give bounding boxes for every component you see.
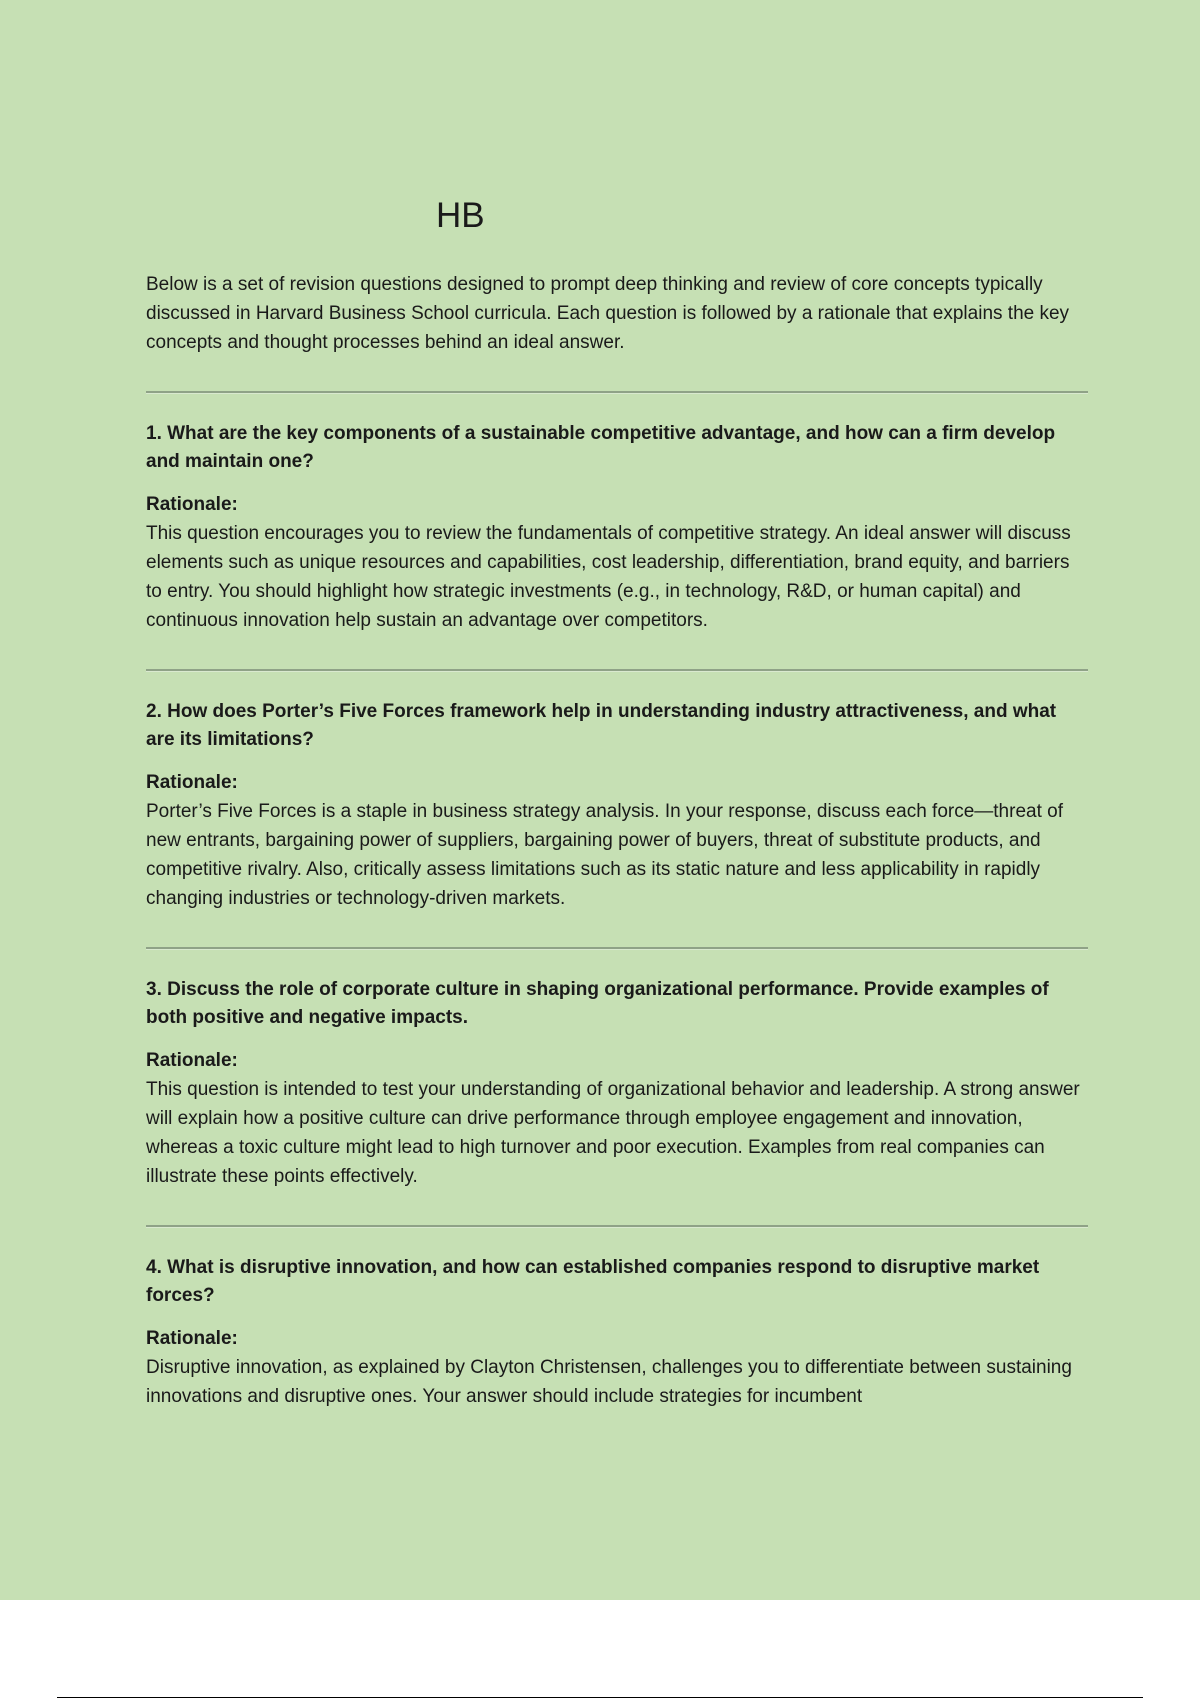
document-title: HB	[436, 196, 485, 235]
question-section-3	[146, 976, 1088, 1191]
intro-paragraph: Below is a set of revision questions designed to prompt deep thinking and review of core concepts typically discussed in Harvard Business School curricula. Each question is followed by a rationale that explains the key concepts and thought processes behind an ideal answer.	[146, 274, 1070, 353]
question-section-1	[146, 420, 1088, 635]
section-divider	[146, 669, 1088, 672]
question-heading: 1. What are the key components of a sustainable competitive advantage, and how can a firm develop and maintain one?	[146, 423, 1056, 472]
question-heading: 2. How does Porter’s Five Forces framework help in understanding industry attractiveness, and what are its limitations?	[146, 701, 1057, 750]
rationale-label: Rationale:	[146, 1328, 238, 1349]
rationale-text: Disruptive innovation, as explained by Clayton Christensen, challenges you to differentiate between sustaining innovations and disruptive ones. Your answer should include strategies for incumbent	[146, 1357, 1072, 1407]
rationale-text: Porter’s Five Forces is a staple in business strategy analysis. In your response, discuss each force—threat of new entrants, bargaining power of suppliers, bargaining power of buyers, threat of substitute products, and competitive rivalry. Also, critically assess limitations such as its static nature and less applicability in rapidly changing industries or technology-driven markets.	[146, 801, 1063, 909]
question-section-2	[146, 698, 1088, 913]
footer-rule	[57, 1697, 1143, 1698]
document-content	[146, 190, 1088, 1411]
question-heading: 3. Discuss the role of corporate culture in shaping organizational performance. Provide examples of both positive and negative impacts.	[146, 979, 1049, 1028]
question-section-4	[146, 1254, 1088, 1411]
rationale-text: This question is intended to test your understanding of organizational behavior and leadership. A strong answer will explain how a positive culture can drive performance through employee engagement and innovation, whereas a toxic culture might lead to high turnover and poor execution. Examples from real companies can illustrate these points effectively.	[146, 1079, 1080, 1187]
rationale-label: Rationale:	[146, 1050, 238, 1071]
rationale-text: This question encourages you to review the fundamentals of competitive strategy. An ideal answer will discuss elements such as unique resources and capabilities, cost leadership, differentiation, brand equity, and barriers to entry. You should highlight how strategic investments (e.g., in technology, R&D, or human capital) and continuous innovation help sustain an advantage over competitors.	[146, 523, 1071, 631]
section-divider	[146, 947, 1088, 950]
rationale-label: Rationale:	[146, 772, 238, 793]
section-divider	[146, 391, 1088, 394]
rationale-label: Rationale:	[146, 494, 238, 515]
question-heading: 4. What is disruptive innovation, and how can established companies respond to disruptive market forces?	[146, 1257, 1040, 1306]
section-divider	[146, 1225, 1088, 1228]
